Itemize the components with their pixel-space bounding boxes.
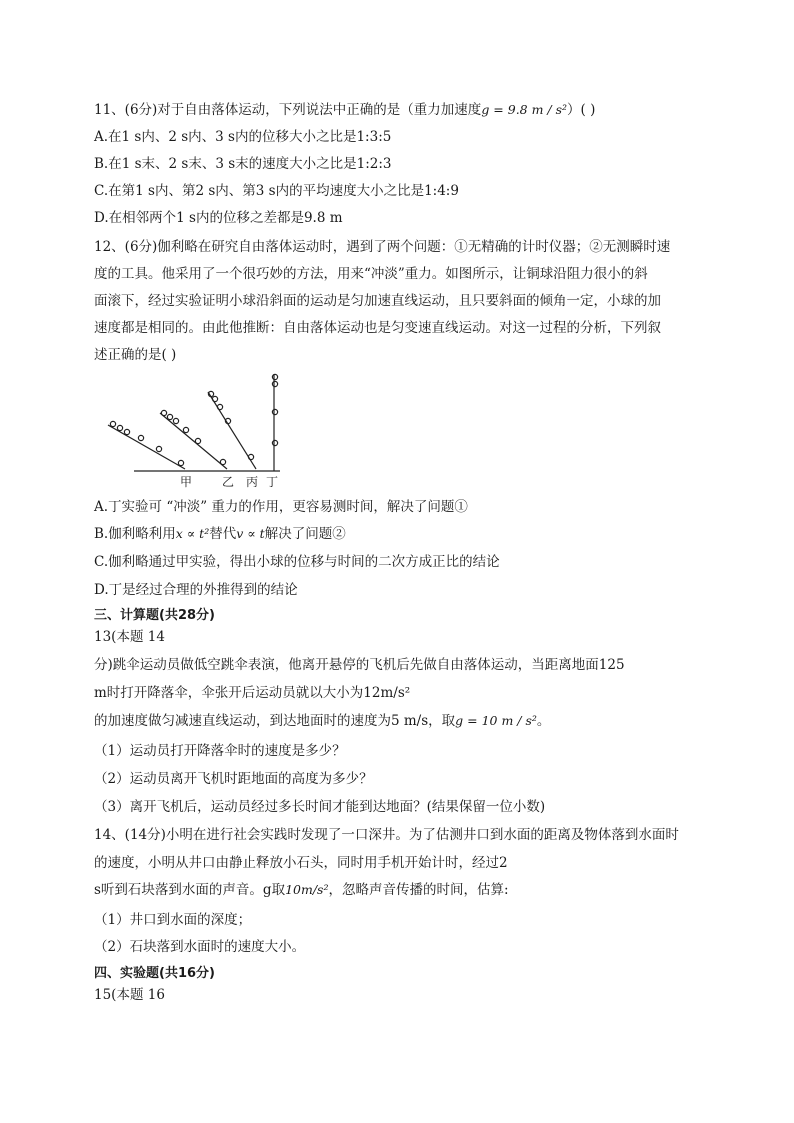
q13-part-3: （3）离开飞机后，运动员经过多长时间才能到达地面？(结果保留一位小数): [94, 799, 546, 815]
q14-stem-line-3: s听到石块落到水面的声音。g取10m/s²，忽略声音传播的时间，估算:: [94, 882, 509, 898]
gravity-value-14: 10m/s²: [285, 882, 329, 897]
q14-stem-line-1: 14、(14分)小明在进行社会实践时发现了一口深井。为了估测井口到水面的距离及物体落到水面时: [94, 827, 679, 843]
gravity-formula-13: g = 10 m / s²: [455, 713, 537, 728]
q14-part-2: （2）石块落到水面时的速度大小。: [94, 939, 306, 955]
label-bing: 丙: [246, 475, 259, 489]
q13-stem-line-1: 13(本题 14: [94, 629, 165, 645]
label-ding: 丁: [266, 475, 279, 489]
q12-option-b: B.伽利略利用x ∝ t²替代v ∝ t解决了问题②: [94, 526, 346, 542]
q12-stem-line-2: 度的工具。他采用了一个很巧妙的方法，用来“冲淡”重力。如图所示，让铜球沿阻力很小的斜: [94, 266, 648, 282]
q11-option-c: C.在第1 s内、第2 s内、第3 s内的平均速度大小之比是1:4:9: [94, 183, 459, 199]
q15-stem-line-1: 15(本题 16: [94, 987, 165, 1003]
q14-stem-line-2: 的速度，小明从井口由静止释放小石头，同时用手机开始计时，经过2: [94, 855, 508, 871]
label-jia: 甲: [180, 475, 193, 489]
q11-option-d: D.在相邻两个1 s内的位移之差都是9.8 m: [94, 210, 343, 226]
q14-part-1: （1）井口到水面的深度；: [94, 912, 252, 928]
formula-x-prop-t2: x ∝ t²: [175, 526, 210, 541]
incline-jia: [108, 425, 185, 469]
q11-option-b: B.在1 s末、2 s末、3 s末的速度大小之比是1:2:3: [94, 156, 392, 172]
section-heading-calculation: 三、计算题(共28分): [94, 608, 215, 623]
formula-v-prop-t: v ∝ t: [236, 526, 265, 541]
q12-stem-line-1: 12、(6分)伽利略在研究自由落体运动时，遇到了两个问题：①无精确的计时仪器；②无测瞬时速: [94, 239, 671, 255]
q12-stem-line-4: 速度都是相同的。由此他推断：自由落体运动也是匀变速直线运动。对这一过程的分析，下列叙: [94, 320, 661, 336]
q12-option-a: A.丁实验可 “冲淡” 重力的作用，更容易测时间，解决了问题①: [94, 499, 468, 515]
q11-stem: 11、(6分)对于自由落体运动，下列说法中正确的是（重力加速度g = 9.8 m / s²）( ): [94, 102, 596, 118]
q13-part-1: （1）运动员打开降落伞时的速度是多少？: [94, 743, 346, 759]
q12-stem-line-3: 面滚下，经过实验证明小球沿斜面的运动是匀加速直线运动，且只要斜面的倾角一定，小球的加: [94, 293, 661, 309]
q11-option-a: A.在1 s内、2 s内、3 s内的位移大小之比是1:3:5: [94, 129, 392, 145]
label-yi: 乙: [222, 475, 235, 489]
q13-stem-line-4: 的加速度做匀减速直线运动，到达地面时的速度为5 m/s，取g = 10 m / s²。: [94, 713, 551, 729]
galileo-incline-figure: [100, 370, 300, 490]
q13-part-2: （2）运动员离开飞机时距地面的高度为多少？: [94, 771, 373, 787]
q13-stem-line-3: m时打开降落伞，伞张开后运动员就以大小为12m/s²: [94, 685, 411, 701]
gravity-formula: g = 9.8 m / s²: [481, 102, 568, 117]
q12-option-c: C.伽利略通过甲实验，得出小球的位移与时间的二次方成正比的结论: [94, 554, 500, 570]
q12-option-d: D.丁是经过合理的外推得到的结论: [94, 582, 298, 598]
q12-stem-line-5: 述正确的是( ): [94, 347, 177, 363]
section-heading-experiment: 四、实验题(共16分): [94, 966, 215, 981]
q13-stem-line-2: 分)跳伞运动员做低空跳伞表演，他离开悬停的飞机后先做自由落体运动，当距离地面125: [94, 657, 625, 673]
